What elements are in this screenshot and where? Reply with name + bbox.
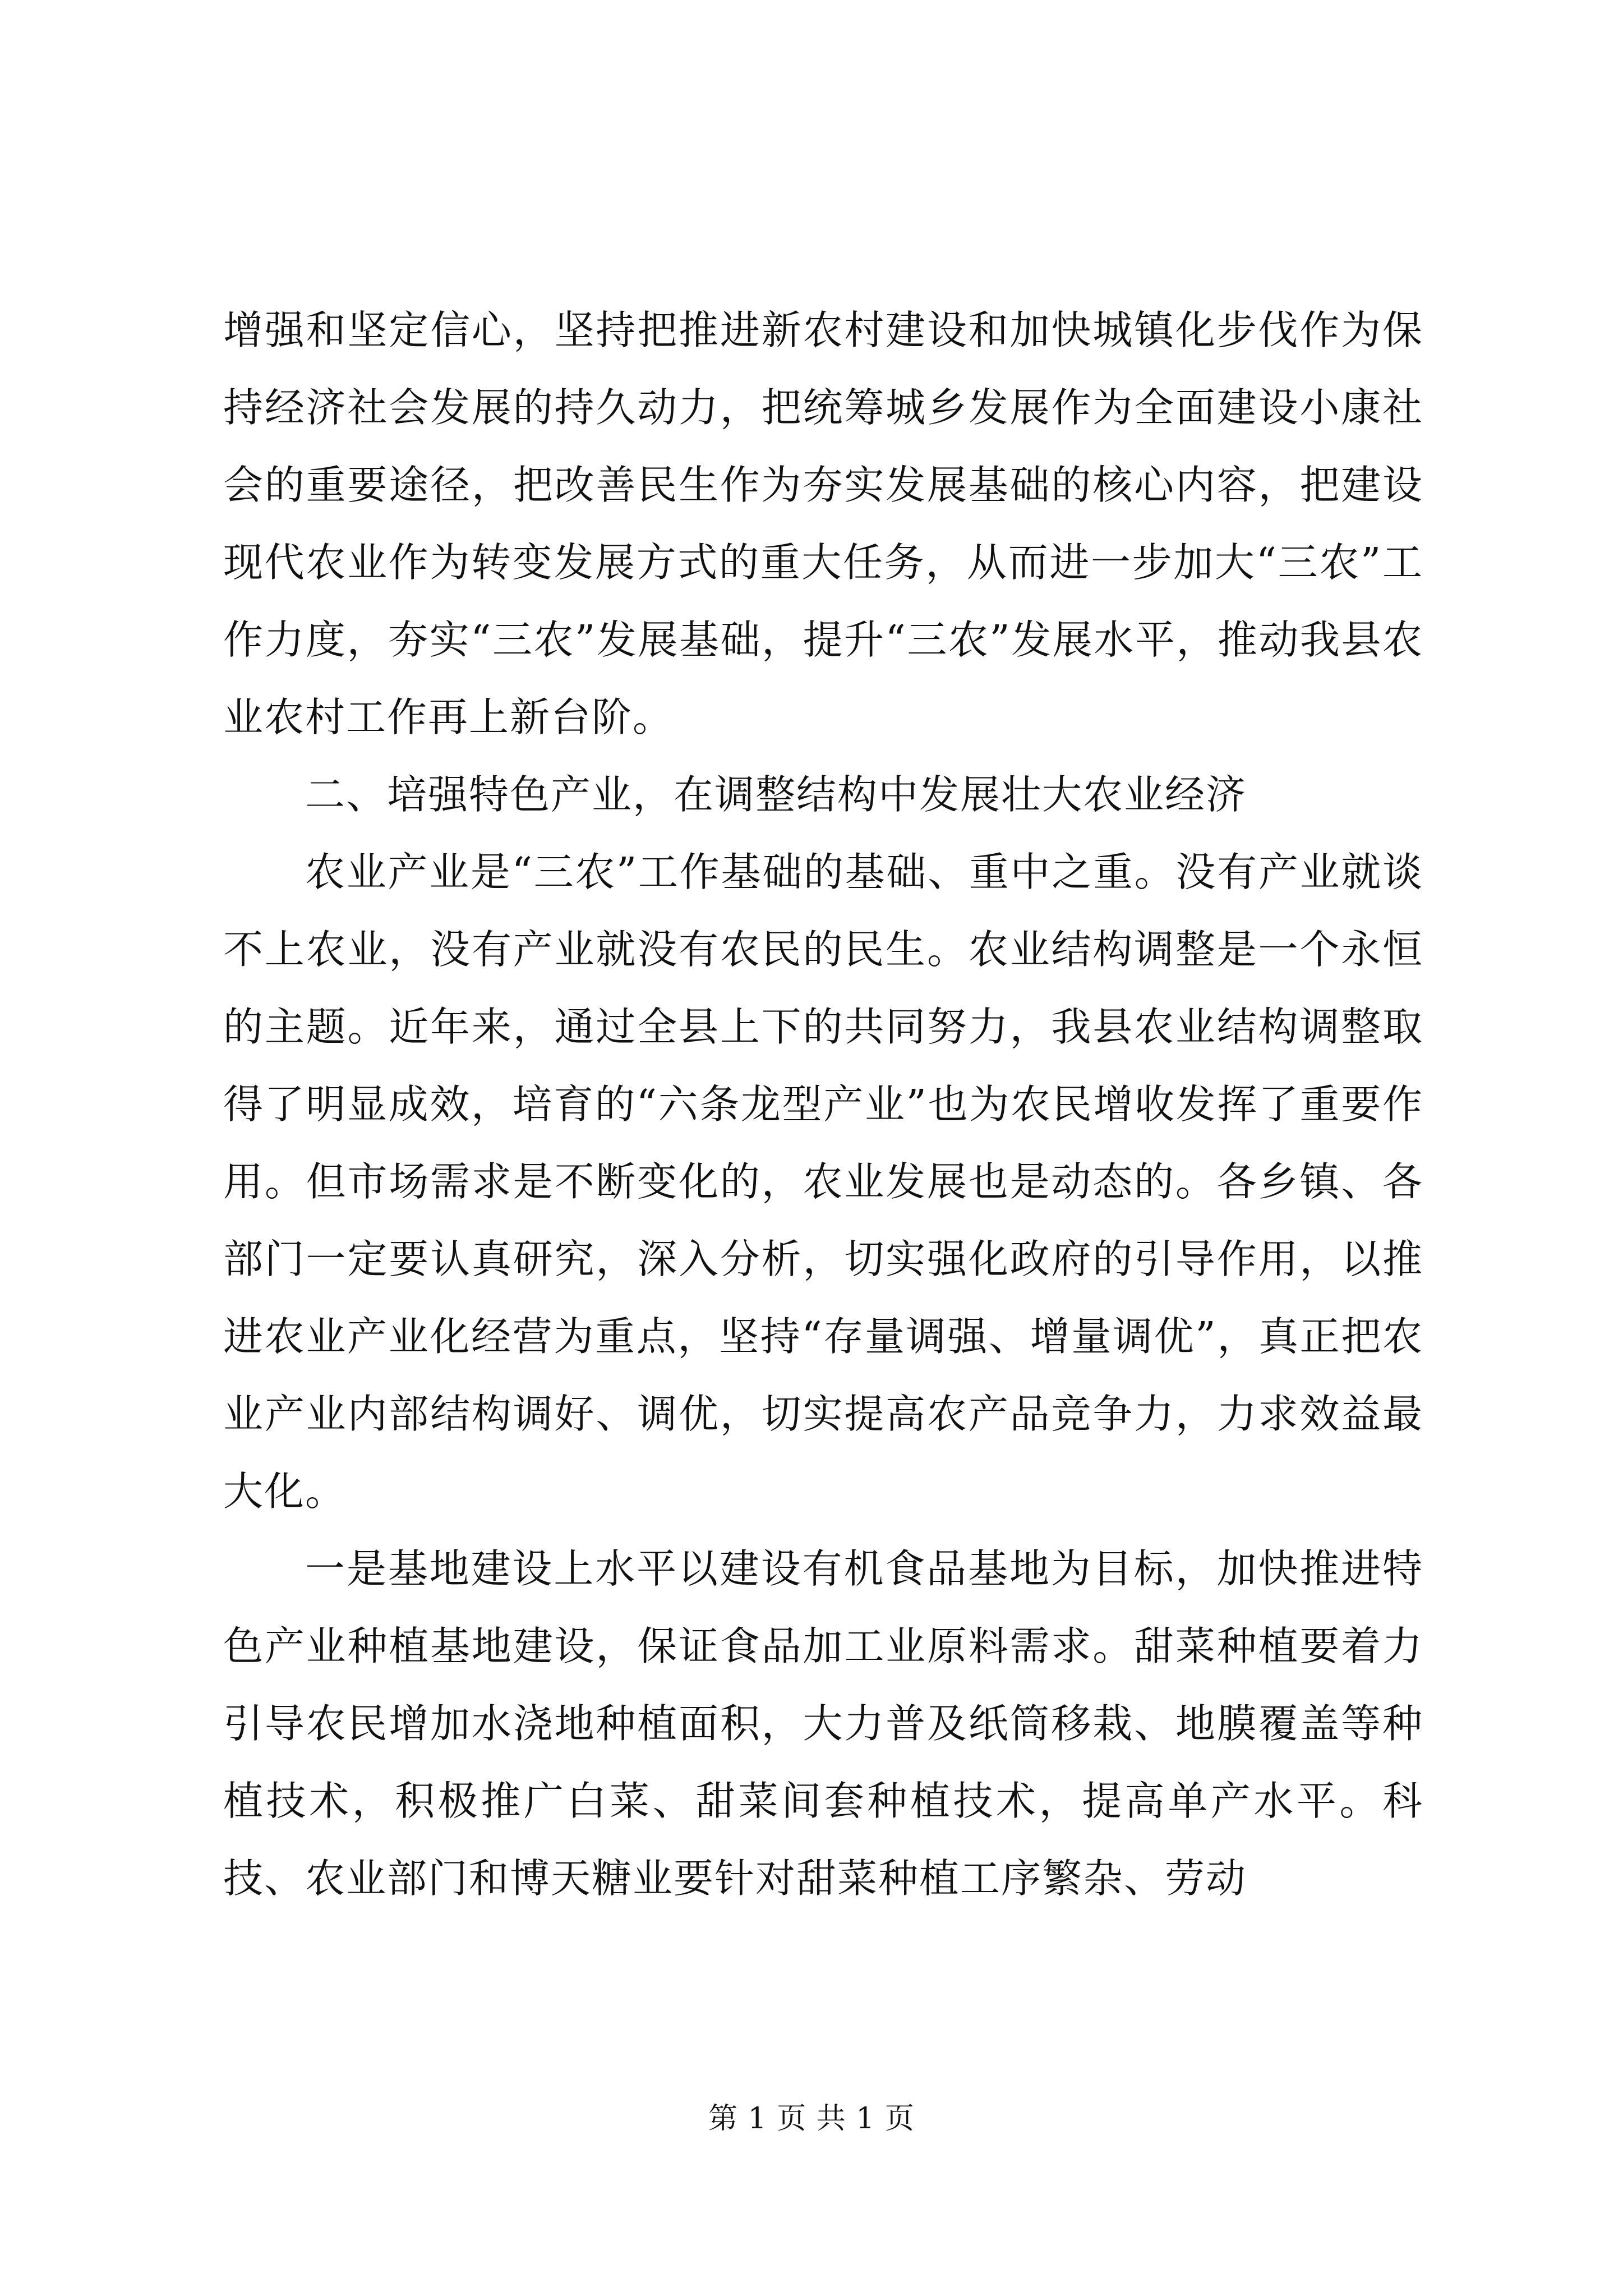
document-body [223, 292, 1423, 1917]
paragraph-agriculture-industry: 农业产业是“三农”工作基础的基础、重中之重。没有产业就谈不上农业，没有产业就没有农民的民生。农业结构调整是一个永恒的主题。近年来，通过全县上下的共同努力，我县农业结构调整取得了明显成效，培育的“六条龙型产业”也为农民增收发挥了重要作用。但市场需求是不断变化的，农业发展也是动态的。各乡镇、各部门一定要认真研究，深入分析，切实强化政府的引导作用，以推进农业产业化经营为重点，坚持“存量调强、增量调优”，真正把农业产业内部结构调好、调优，切实提高农产品竞争力，力求效益最大化。 [223, 849, 1423, 1515]
page-footer: 第 1 页 共 1 页 [708, 2102, 915, 2136]
paragraph-base-construction: 一是基地建设上水平以建设有机食品基地为目标，加快推进特色产业种植基地建设，保证食品加工业原料需求。甜菜种植要着力引导农民增加水浇地种植面积，大力普及纸筒移栽、地膜覆盖等种植技术，积极推广白菜、甜菜间套种植技术，提高单产水平。科技、农业部门和博天糖业要针对甜菜种植工序繁杂、劳动 [223, 1545, 1423, 1902]
paragraph-continuation: 增强和坚定信心，坚持把推进新农村建设和加快城镇化步伐作为保持经济社会发展的持久动力，把统筹城乡发展作为全面建设小康社会的重要途径，把改善民生作为夯实发展基础的核心内容，把建设现代农业作为转变发展方式的重大任务，从而进一步加大“三农”工作力度，夯实“三农”发展基础，提升“三农”发展水平，推动我县农业农村工作再上新台阶。 [223, 307, 1423, 740]
section-heading: 二、培强特色产业，在调整结构中发展壮大农业经济 [305, 771, 1247, 818]
